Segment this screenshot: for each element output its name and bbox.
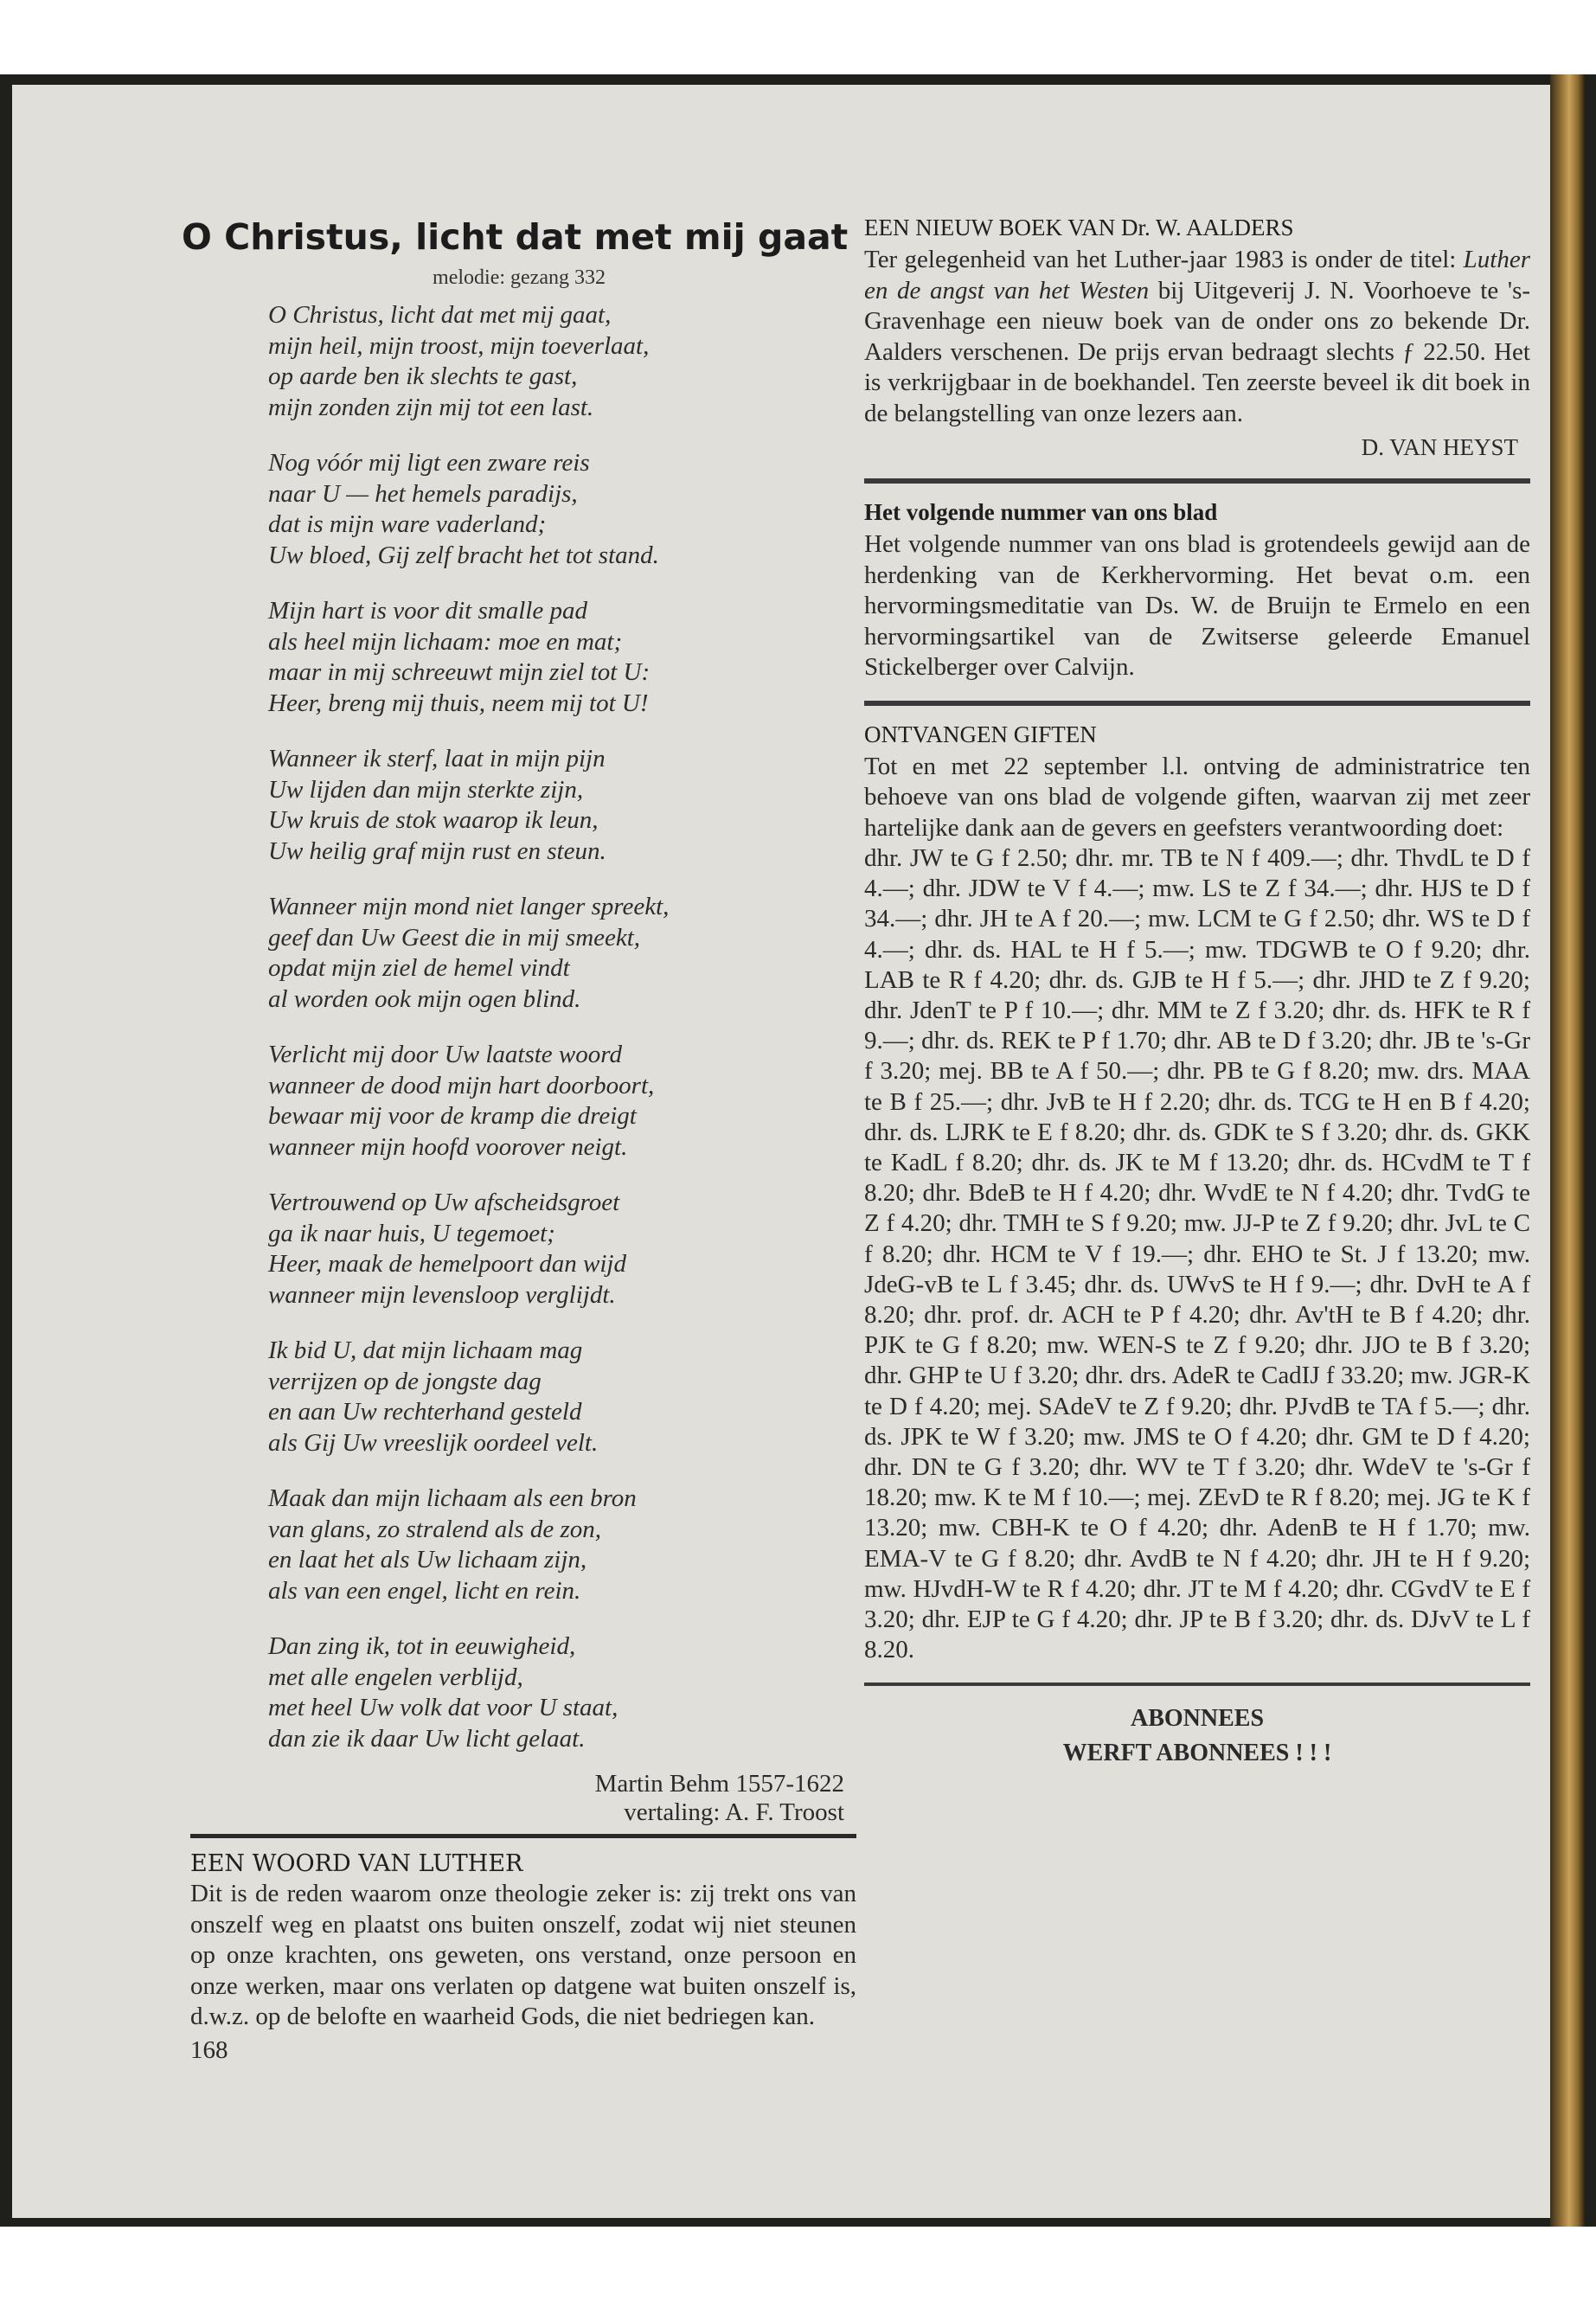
poem-line: Uw kruis de stok waarop ik leun,	[268, 806, 599, 834]
divider	[864, 478, 1530, 484]
poem-title: O Christus, licht dat met mij gaat	[182, 216, 849, 258]
poem-line: Uw heilig graf mijn rust en steun.	[268, 836, 606, 865]
new-book-text	[864, 245, 1530, 429]
poem-stanza	[268, 892, 856, 1015]
poem-stanza	[268, 448, 856, 571]
poem-line: Heer, breng mij thuis, neem mij tot U!	[268, 689, 649, 717]
poem-line: Nog vóór mij ligt een zware reis	[268, 449, 590, 477]
poem-stanza	[268, 1631, 856, 1754]
poem-line: opdat mijn ziel de hemel vindt	[268, 954, 570, 982]
poem-line: als van een engel, licht en rein.	[268, 1576, 581, 1605]
poem-line: wanneer mijn hoofd voorover neigt.	[268, 1132, 628, 1161]
subscribers-callout	[864, 1702, 1530, 1771]
poem-line: bewaar mij voor de kramp die dreigt	[268, 1102, 637, 1130]
page-number: 168	[190, 2035, 228, 2064]
poem-line: Wanneer mijn mond niet langer spreekt,	[268, 893, 670, 920]
gifts-heading: ONTVANGEN GIFTEN	[864, 721, 1097, 747]
poem-author: Martin Behm 1557-1622	[594, 1770, 844, 1798]
poem-line: al worden ook mijn ogen blind.	[268, 984, 581, 1013]
poem-translation: vertaling: A. F. Troost	[624, 1798, 844, 1826]
poem-melody: melodie: gezang 332	[433, 266, 606, 289]
scanned-page-frame	[0, 74, 1596, 2227]
poem-line: O Christus, licht dat met mij gaat,	[268, 301, 612, 329]
poem-line: met alle engelen verblijd,	[268, 1663, 523, 1691]
poem-stanza	[268, 744, 856, 867]
poem-line: mijn heil, mijn troost, mijn toeverlaat,	[268, 331, 650, 360]
new-book-title: Luther en de angst van het Westen	[864, 246, 1530, 304]
poem-line: als heel mijn lichaam: moe en mat;	[268, 627, 623, 656]
next-issue-text: Het volgende nummer van ons blad is grotendeels gewijd aan de herdenking van de Kerkhervorming. Het bevat o.m. een hervormingsmeditatie van Ds. W. de Bruijn te Ermelo en een hervormingsartikel van de Zwitserse geleerde Emanuel Stickelberger over Calvijn.	[864, 530, 1530, 681]
poem-stanza	[268, 1188, 856, 1311]
divider	[864, 1682, 1530, 1686]
luther-text: Dit is de reden waarom onze theologie zeker is: zij trekt ons van onszelf weg en plaatst ons buiten onszelf, zodat wij niet steunen op onze krachten, ons geweten, ons verstand, onze persoon en onze werken, maar ons verlaten op datgene wat buiten onszelf is, d.w.z. op de belofte en waarheid Gods, die niet bedriegen kan.	[190, 1880, 856, 2030]
poem-stanza	[268, 596, 856, 719]
poem-line: Uw lijden dan mijn sterkte zijn,	[268, 775, 584, 804]
divider	[190, 1834, 856, 1838]
gifts-intro: Tot en met 22 september l.l. ontving de administratrice ten behoeve van ons blad de volgende giften, waarvan zij met zeer hartelijke dank aan de gevers en geefsters verantwoording doet:	[864, 752, 1530, 842]
poem-line: dat is mijn ware vaderland;	[268, 510, 547, 538]
poem-line: met heel Uw volk dat voor U staat,	[268, 1694, 619, 1721]
new-book-text-end: bij Uitgeverij J. N. Voorhoeve te 's-Gravenhage een nieuw boek van de onder ons zo bekende Dr. Aalders verschenen. De prijs ervan bedraagt slechts ƒ 22.50. Het is verkrijgbaar in de boekhandel. Ten zeerste beveel ik dit boek in de belangstelling van onze lezers aan.	[864, 276, 1531, 427]
luther-heading: EEN WOORD VAN LUTHER	[190, 1850, 523, 1877]
poem-line: en laat het als Uw lichaam zijn,	[268, 1546, 587, 1574]
poem-line: naar U — het hemels paradijs,	[268, 479, 578, 508]
poem-stanza	[268, 1484, 856, 1606]
poem-line: Ik bid U, dat mijn lichaam mag	[268, 1336, 583, 1364]
poem-line: Heer, maak de hemelpoort dan wijd	[268, 1250, 626, 1278]
poem-line: wanneer mijn levensloop verglijdt.	[268, 1280, 616, 1309]
new-book-signature: D. VAN HEYST	[1361, 434, 1518, 460]
right-column	[864, 215, 1530, 1771]
magazine-page	[12, 85, 1550, 2218]
poem-line: dan zie ik daar Uw licht gelaat.	[268, 1724, 586, 1753]
poem-line: als Gij Uw vreeslijk oordeel velt.	[268, 1428, 599, 1457]
poem-line: Vertrouwend op Uw afscheidsgroet	[268, 1189, 620, 1216]
next-issue-heading: Het volgende nummer van ons blad	[864, 499, 1218, 525]
poem-line: van glans, zo stralend als de zon,	[268, 1515, 602, 1543]
poem-line: geef dan Uw Geest die in mij smeekt,	[268, 923, 641, 952]
left-column	[182, 215, 856, 2065]
poem-stanza	[268, 1040, 856, 1163]
poem-line: Dan zing ik, tot in eeuwigheid,	[268, 1632, 576, 1660]
poem-line: Uw bloed, Gij zelf bracht het tot stand.	[268, 541, 659, 569]
poem-line: mijn zonden zijn mij tot een last.	[268, 393, 594, 421]
new-book-heading: EEN NIEUW BOEK VAN Dr. W. AALDERS	[864, 215, 1294, 240]
poem-line: maar in mij schreeuwt mijn ziel tot U:	[268, 658, 651, 686]
poem-line: verrijzen op de jongste dag	[268, 1367, 542, 1395]
poem-line: op aarde ben ik slechts te gast,	[268, 362, 578, 390]
binding-spine	[1550, 74, 1585, 2227]
subscribers-title: ABONNEES	[1130, 1705, 1265, 1733]
subscribers-appeal: WERFT ABONNEES ! ! !	[1062, 1740, 1332, 1767]
poem-line: Maak dan mijn lichaam als een bron	[268, 1484, 637, 1512]
poem-line: Verlicht mij door Uw laatste woord	[268, 1041, 622, 1068]
poem-line: wanneer de dood mijn hart doorboort,	[268, 1071, 655, 1099]
poem-line: en aan Uw rechterhand gesteld	[268, 1398, 582, 1426]
new-book-text-start: Ter gelegenheid van het Luther-jaar 1983 is onder de titel:	[864, 246, 1464, 273]
bottom-margin	[0, 2227, 1596, 2301]
poem-stanza	[268, 300, 856, 423]
gifts-list: dhr. JW te G f 2.50; dhr. mr. TB te N f 409.—; dhr. ThvdL te D f 4.—; dhr. JDW te V f 4.—; mw. LS te Z f 34.—; dhr. HJS te D f 34.—; dhr. JH te A f 20.—; mw. LCM te G f 2.50; dhr. WS te D f 4.—; dhr. ds. HAL te H f 5.—; mw. TDGWB te O f 9.20; dhr. LAB te R f 4.20; dhr. ds. GJB te H f 5.—; dhr. JHD te Z f 9.20; dhr. JdenT te P f 10.—; dhr. MM te Z f 3.20; dhr. ds. HFK te R f 9.—; dhr. ds. REK te P f 1.70; dhr. AB te D f 3.20; dhr. JB te 's-Gr f 3.20; mej. BB te A f 50.—; dhr. PB te G f 8.20; mw. drs. MAA te B f 25.—; dhr. JvB te H f 2.20; dhr. ds. TCG te H en B f 4.20; dhr. ds. LJRK te E f 8.20; dhr. ds. GDK te S f 3.20; dhr. ds. GKK te KadL f 8.20; dhr. ds. JK te M f 13.20; dhr. ds. HCvdM te T f 8.20; dhr. BdeB te H f 4.20; dhr. WvdE te N f 4.20; dhr. TvdG te Z f 4.20; dhr. TMH te S f 9.20; mw. JJ-P te Z f 9.20; dhr. JvL te C f 8.20; dhr. HCM te V f 19.—; dhr. EHO te St. J f 13.20; mw. JdeG-vB te L f 3.45; dhr. ds. UWvS te H f 9.—; dhr. DvH te A f 8.20; dhr. prof. dr. ACH te P f 4.20; dhr. Av'tH te B f 4.20; dhr. PJK te G f 8.20; mw. WEN-S te Z f 9.20; dhr. JJO te B f 3.20; dhr. GHP te U f 3.20; dhr. drs. AdeR te CadIJ f 33.20; mw. JGR-K te D f 4.20; mej. SAdeV te Z f 9.20; dhr. PJvdB te TA f 5.—; dhr. ds. JPK te W f 3.20; mw. JMS te O f 4.20; dhr. GM te D f 4.20; dhr. DN te G f 3.20; dhr. WV te T f 3.20; dhr. WdeV te 's-Gr f 18.20; mw. K te M f 10.—; mej. ZEvD te R f 8.20; mej. JG te K f 13.20; mw. CBH-K te O f 4.20; dhr. AdenB te H f 1.70; mw. EMA-V te G f 8.20; dhr. AvdB te N f 4.20; dhr. JH te H f 9.20; mw. HJvdH-W te R f 4.20; dhr. JT te M f 4.20; dhr. CGvdV te E f 3.20; dhr. EJP te G f 4.20; dhr. JP te B f 3.20; dhr. ds. DJvV te L f 8.20.	[864, 844, 1530, 1664]
divider	[864, 701, 1530, 706]
poem-attribution	[182, 1770, 856, 1827]
poem-line: Wanneer ik sterf, laat in mijn pijn	[268, 745, 606, 772]
poem-stanza	[268, 1336, 856, 1458]
poem-line: Mijn hart is voor dit smalle pad	[268, 597, 587, 625]
poem-stanzas	[182, 300, 856, 1754]
poem-line: ga ik naar huis, U tegemoet;	[268, 1219, 555, 1247]
top-margin	[0, 0, 1596, 74]
